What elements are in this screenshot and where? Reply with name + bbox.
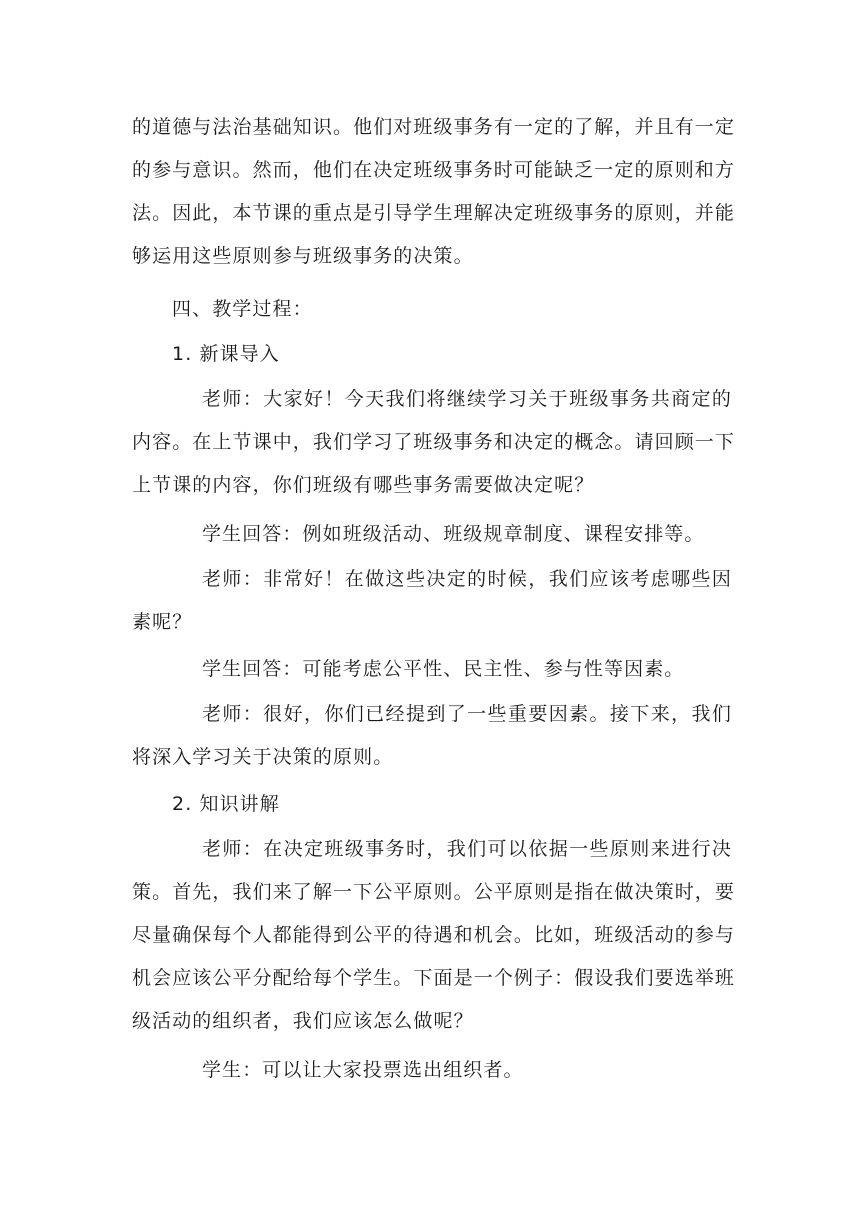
dialogue-line: 策。首先，我们来了解一下公平原则。公平原则是指在做决策时，要 bbox=[132, 881, 736, 903]
paragraph-line: 够运用这些原则参与班级事务的决策。 bbox=[132, 245, 474, 267]
dialogue-line: 素呢？ bbox=[132, 611, 193, 633]
dialogue-line: 上节课的内容，你们班级有哪些事务需要做决定呢？ bbox=[132, 474, 595, 496]
dialogue-line: 学生回答：可能考虑公平性、民主性、参与性等因素。 bbox=[202, 658, 685, 680]
paragraph-line: 法。因此，本节课的重点是引导学生理解决定班级事务的原则，并能 bbox=[132, 202, 736, 224]
section-heading: 四、教学过程： bbox=[172, 298, 313, 320]
subsection-heading: 2. 知识讲解 bbox=[172, 793, 280, 815]
dialogue-line: 尽量确保每个人都能得到公平的待遇和机会。比如，班级活动的参与 bbox=[132, 924, 736, 946]
dialogue-line: 内容。在上节课中，我们学习了班级事务和决定的概念。请回顾一下 bbox=[132, 431, 736, 453]
subsection-heading: 1. 新课导入 bbox=[172, 343, 280, 365]
dialogue-line: 老师：大家好！今天我们将继续学习关于班级事务共商定的 bbox=[202, 388, 732, 410]
dialogue-line: 级活动的组织者，我们应该怎么做呢？ bbox=[132, 1010, 474, 1032]
dialogue-line: 老师：非常好！在做这些决定的时候，我们应该考虑哪些因 bbox=[202, 568, 732, 590]
dialogue-line: 机会应该公平分配给每个学生。下面是一个例子：假设我们要选举班 bbox=[132, 967, 736, 989]
dialogue-line: 老师：在决定班级事务时，我们可以依据一些原则来进行决 bbox=[202, 838, 732, 860]
dialogue-line: 学生：可以让大家投票选出组织者。 bbox=[202, 1059, 524, 1081]
paragraph-line: 的参与意识。然而，他们在决定班级事务时可能缺乏一定的原则和方 bbox=[132, 159, 736, 181]
dialogue-line: 老师：很好，你们已经提到了一些重要因素。接下来，我们 bbox=[202, 703, 732, 725]
paragraph-line: 的道德与法治基础知识。他们对班级事务有一定的了解，并且有一定 bbox=[132, 116, 736, 138]
dialogue-line: 将深入学习关于决策的原则。 bbox=[132, 746, 394, 768]
dialogue-line: 学生回答：例如班级活动、班级规章制度、课程安排等。 bbox=[202, 523, 705, 545]
